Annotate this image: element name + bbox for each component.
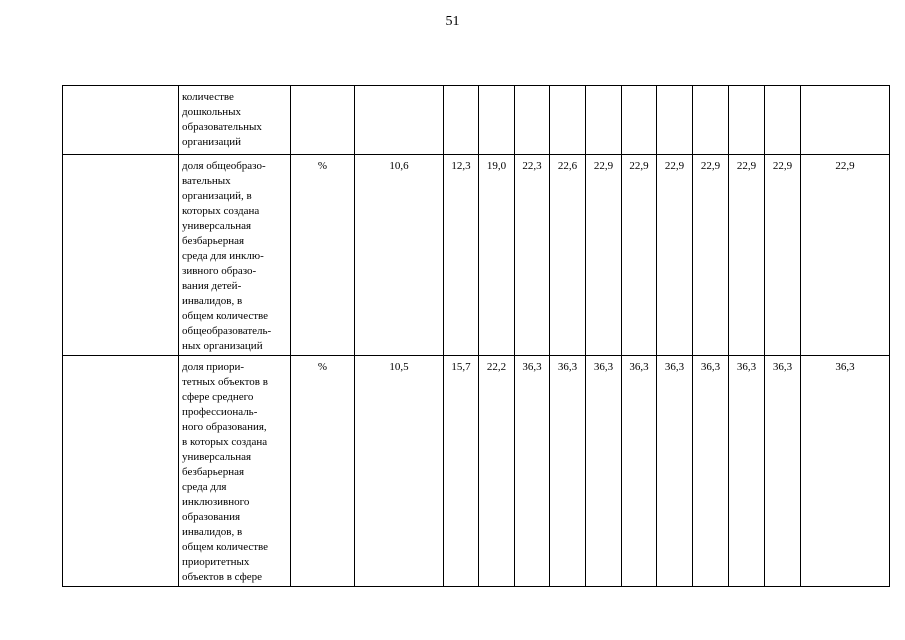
value-cell	[693, 86, 729, 155]
indicator-name-cell	[179, 356, 291, 587]
indicator-name-line: вательных	[182, 175, 231, 187]
value-cell: 22,2	[479, 356, 515, 587]
value-cell: 10,6	[355, 155, 444, 356]
indicator-name-line: зивного образо-	[182, 265, 257, 277]
value-cell: 22,9	[622, 155, 657, 356]
value-cell: 22,9	[765, 155, 801, 356]
value-cell	[729, 86, 765, 155]
indicator-name-line: объектов в сфере	[182, 571, 263, 583]
value-cell	[622, 86, 657, 155]
indicator-name-line: ного образования,	[182, 421, 267, 433]
value-cell: 12,3	[444, 155, 479, 356]
value-cell	[765, 86, 801, 155]
unit-cell: %	[291, 356, 355, 587]
value-cell	[444, 86, 479, 155]
indicator-name-cell	[179, 86, 291, 155]
value-cell: 36,3	[657, 356, 693, 587]
indicator-name-line: в которых создана	[182, 436, 268, 448]
value-cell	[355, 86, 444, 155]
table-row	[63, 86, 890, 155]
value-cell: 36,3	[586, 356, 622, 587]
indicator-name-line: среда для	[182, 481, 227, 493]
table-row	[63, 155, 890, 356]
value-cell: 36,3	[693, 356, 729, 587]
indicator-name-line: тетных объектов в	[182, 376, 268, 388]
indicator-name-line: инвалидов, в	[182, 295, 243, 307]
value-cell	[515, 86, 550, 155]
empty-cell	[63, 86, 179, 155]
value-cell	[657, 86, 693, 155]
indicator-name-line: образовательных	[182, 121, 262, 133]
page-number: 51	[445, 14, 460, 29]
indicator-name-line: общем количестве	[182, 310, 269, 322]
value-cell: 36,3	[515, 356, 550, 587]
indicator-name-line: которых создана	[182, 205, 260, 217]
table-row	[63, 356, 890, 587]
value-cell: 36,3	[622, 356, 657, 587]
unit-cell	[291, 86, 355, 155]
value-cell	[801, 86, 890, 155]
indicator-name-line: приоритетных	[182, 556, 250, 568]
indicator-name-line: профессиональ-	[182, 406, 258, 418]
indicator-name-line: инклюзивного	[182, 496, 250, 508]
indicator-name-line: количестве	[182, 91, 234, 103]
empty-cell	[63, 155, 179, 356]
indicator-name-cell	[179, 155, 291, 356]
indicator-name-line: доля приори-	[182, 361, 245, 373]
indicator-name-line: инвалидов, в	[182, 526, 243, 538]
value-cell: 22,9	[801, 155, 890, 356]
indicator-name-line: общем количестве	[182, 541, 269, 553]
value-cell: 36,3	[801, 356, 890, 587]
empty-cell	[63, 356, 179, 587]
value-cell	[586, 86, 622, 155]
value-cell: 36,3	[550, 356, 586, 587]
value-cell: 22,9	[586, 155, 622, 356]
indicator-name-line: образования	[182, 511, 241, 523]
indicator-name-line: сфере среднего	[182, 391, 254, 403]
indicator-name-line: дошкольных	[182, 106, 241, 118]
indicator-name-line: универсальная	[182, 451, 252, 463]
indicator-name-line: универсальная	[182, 220, 252, 232]
value-cell: 19,0	[479, 155, 515, 356]
value-cell: 22,9	[729, 155, 765, 356]
indicator-name-line: организаций	[182, 136, 242, 148]
indicator-name-line: доля общеобразо-	[182, 160, 266, 172]
value-cell	[550, 86, 586, 155]
value-cell: 22,9	[657, 155, 693, 356]
value-cell: 22,3	[515, 155, 550, 356]
value-cell: 36,3	[765, 356, 801, 587]
indicator-name-line: вания детей-	[182, 280, 242, 292]
indicator-name-line: общеобразователь-	[182, 325, 272, 337]
indicators-table	[62, 85, 890, 587]
indicator-name-line: организаций, в	[182, 190, 252, 202]
value-cell: 15,7	[444, 356, 479, 587]
indicator-name-line: среда для инклю-	[182, 250, 264, 262]
value-cell	[479, 86, 515, 155]
value-cell: 36,3	[729, 356, 765, 587]
unit-cell: %	[291, 155, 355, 356]
indicator-name-line: безбарьерная	[182, 235, 245, 247]
value-cell: 22,9	[693, 155, 729, 356]
indicator-name-line: безбарьерная	[182, 466, 245, 478]
value-cell: 10,5	[355, 356, 444, 587]
indicator-name-line: ных организаций	[182, 340, 263, 352]
value-cell: 22,6	[550, 155, 586, 356]
